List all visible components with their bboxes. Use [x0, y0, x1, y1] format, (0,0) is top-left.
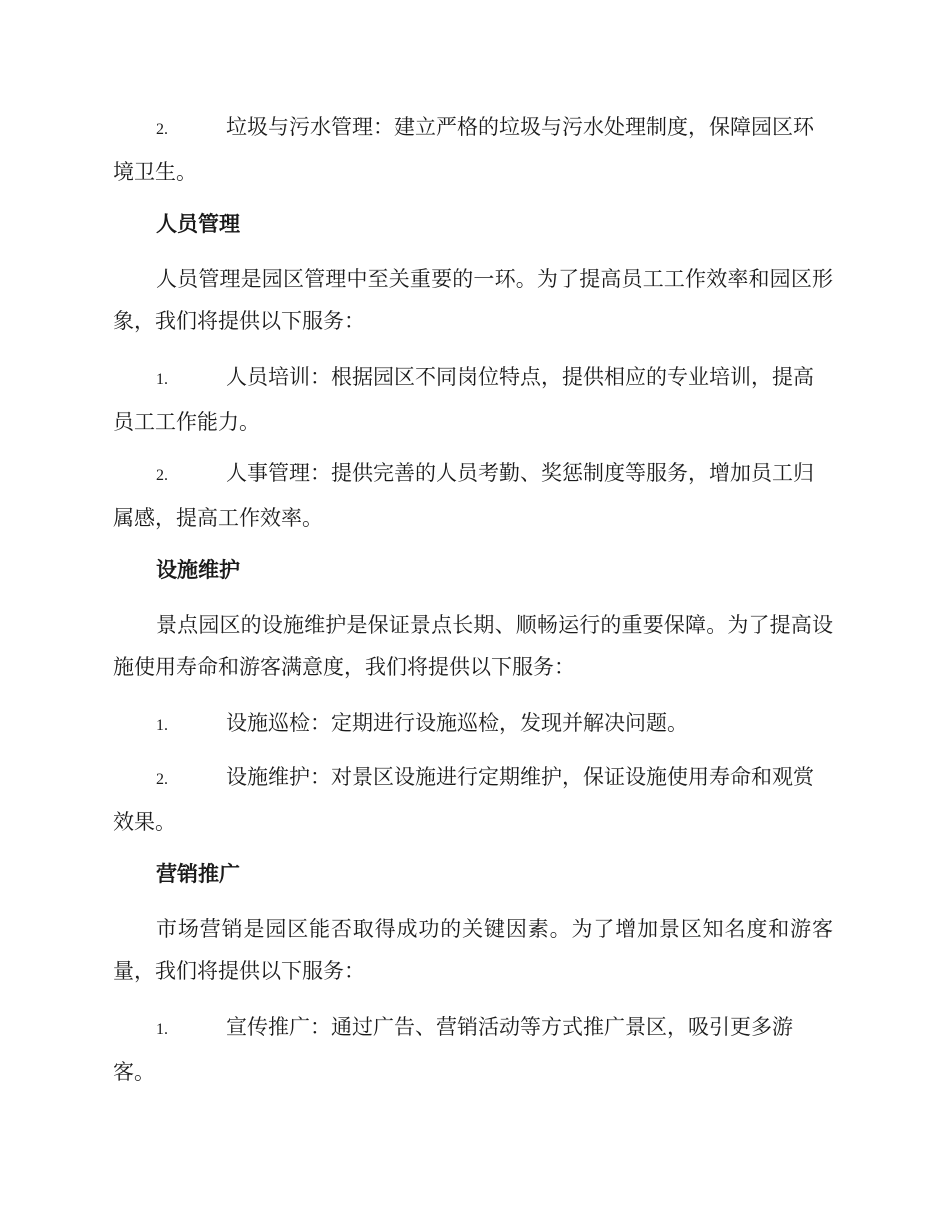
- paragraph: 景点园区的设施维护是保证景点长期、顺畅运行的重要保障。为了提高设施使用寿命和游客满意度，我们将提供以下服务：: [113, 613, 833, 679]
- list-item-text: 宣传推广：通过广告、营销活动等方式推广景区，吸引更多游客。: [113, 1015, 793, 1084]
- list-item-text: 垃圾与污水管理：建立严格的垃圾与污水处理制度，保障园区环境卫生。: [113, 115, 814, 184]
- list-item: [113, 452, 833, 539]
- list-number: 1.: [156, 371, 168, 388]
- list-item: [113, 702, 833, 747]
- list-number: 2.: [156, 121, 168, 138]
- paragraph: 人员管理是园区管理中至关重要的一环。为了提高员工工作效率和园区形象，我们将提供以下服务：: [113, 267, 833, 333]
- section-heading-personnel: 人员管理: [156, 212, 240, 236]
- list-number: 1.: [156, 1021, 168, 1038]
- list-item-text: 人事管理：提供完善的人员考勤、奖惩制度等服务，增加员工归属感，提高工作效率。: [113, 461, 814, 530]
- list-item: [113, 1006, 833, 1093]
- section-heading-marketing: 营销推广: [156, 862, 240, 886]
- list-number: 2.: [156, 467, 168, 484]
- list-item: [113, 756, 833, 843]
- list-item-text: 设施维护：对景区设施进行定期维护，保证设施使用寿命和观赏效果。: [113, 765, 814, 834]
- list-item: [113, 356, 833, 443]
- paragraph: 市场营销是园区能否取得成功的关键因素。为了增加景区知名度和游客量，我们将提供以下服务：: [113, 917, 833, 983]
- list-item: [113, 106, 833, 193]
- list-item-text: 人员培训：根据园区不同岗位特点，提供相应的专业培训，提高员工工作能力。: [113, 365, 814, 434]
- list-item-text: 设施巡检：定期进行设施巡检，发现并解决问题。: [226, 711, 688, 735]
- list-number: 2.: [156, 771, 168, 788]
- list-number: 1.: [156, 717, 168, 734]
- section-heading-facilities: 设施维护: [156, 558, 240, 582]
